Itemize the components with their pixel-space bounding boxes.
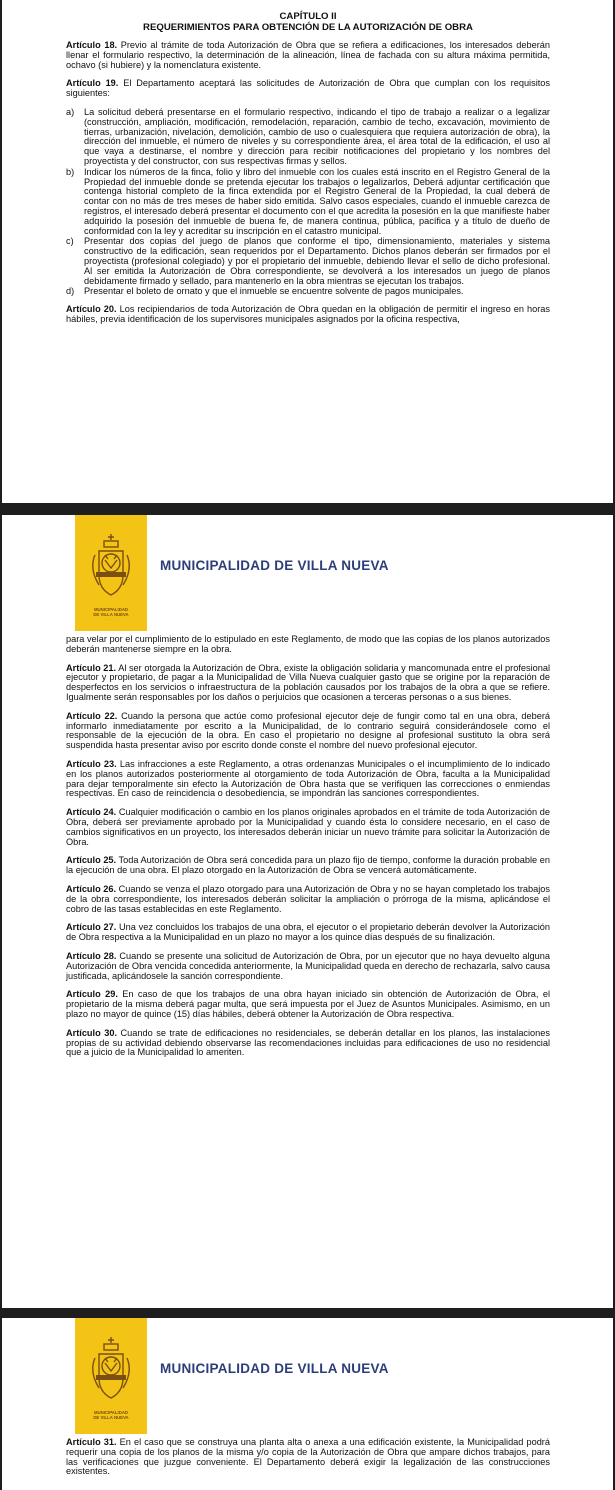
- article-27: [66, 923, 550, 943]
- article-label: Artículo 29.: [66, 989, 118, 1000]
- article-label: Artículo 28.: [66, 950, 117, 961]
- requirement-text: Presentar dos copias del juego de planos que conforme el tipo, dimensionamiento, materiales y sistema constructivo de la edificación, sean requeridos por el Departamento. Dichos planos deberán ser firmados por el proyectista (profesional colegiado) y por el propietario del inmueble, debiendo llevar el sello de dicho profesional. Al ser emitida la Autorización de Obra correspondiente, se devolverá a los interesados un juego de planos debidamente firmado y sellado, para mantenerlo en la obra mientras se ejecutan los trabajos.: [84, 236, 550, 286]
- requirements-list: [66, 108, 550, 297]
- article-text: Cualquier modificación o cambio en los planos originales aprobados en el trámite de toda Autorización de Obra, deberá ser previamente aprobado por la Municipalidad y cuando ésta lo considere necesario, en el caso de cambios significativos en un proyecto, los interesados deberán iniciar un nuevo trámite para solicitar la Autorización de Obra.: [66, 807, 550, 847]
- article-21: [66, 664, 550, 703]
- logo-caption-line-2: DE VILLA NUEVA: [93, 1415, 129, 1420]
- page-1-content: [66, 12, 550, 334]
- article-label: Artículo 23.: [66, 758, 117, 769]
- article-text: En caso de que los trabajos de una obra hayan iniciado sin obtención de Autorización de Obra, el propietario de la misma deberá pagar multa, que será impuesta por el Juez de Asuntos Municipales. Asimismo, en un plazo no mayor de quince (15) días hábiles, deberá obtener la Autorización de Obra respectiva.: [66, 989, 550, 1019]
- article-label: Artículo 31.: [66, 1437, 117, 1447]
- article-28: [66, 952, 550, 981]
- requirement-item: [66, 237, 550, 286]
- logo-tagline: · · · · · · · · ·: [103, 1420, 119, 1424]
- article-26: [66, 885, 550, 914]
- article-24: [66, 808, 550, 847]
- article-text: Cuando se presente una solicitud de Autorización de Obra, por un ejecutor que no haya devuelto alguna Autorización de Obra vencida concedida anteriormente, la Municipalidad queda en derecho de rechazarla, salvo causa justificada, aplicándosele la sanción correspondiente.: [66, 950, 550, 981]
- article-text: El Departamento aceptará las solicitudes de Autorización de Obra que cumplan con los requisitos siguientes:: [66, 78, 550, 99]
- article-31: [66, 1438, 550, 1477]
- article-label: Artículo 21.: [66, 662, 117, 673]
- municipality-logo: [75, 515, 147, 631]
- requirement-item: [66, 287, 550, 297]
- logo-caption-line-1: MUNICIPALIDAD: [93, 607, 129, 612]
- article-text: Cuando la persona que actúe como profesional ejecutor deje de fungir como tal en una obra, deberá informarlo inmediatamente por escrito a la Municipalidad, de lo contrario seguirá considerándosele como el responsable de la ejecución de la obra. En caso el propietario no designe al profesional sustituto la obra será suspendida hasta presentar aviso por escrito donde conste el nombre del nuevo profesional ejecutor.: [66, 710, 550, 751]
- article-label: Artículo 22.: [66, 710, 118, 721]
- article-label: Artículo 18.: [66, 40, 118, 50]
- article-20: [66, 305, 550, 325]
- article-label: Artículo 25.: [66, 855, 117, 866]
- requirement-text: La solicitud deberá presentarse en el formulario respectivo, indicando el tipo de trabajo a realizar o a legalizar (construcción, ampliación, modificación, remodelación, reparación, cambio de techo, excavación, movimiento de tierras, urbanización, nivelación, demolición, cambio de uso o cualesquiera que requiera autorización de obra), la dirección del inmueble, el número de niveles y su correspondiente área, el área total de la edificación, el uso al que vaya a destinarse, el nombre y dirección para recibir notificaciones del propietario y los nombres del proyectista y del constructor, con sus respectivas firmas y sellos.: [84, 106, 550, 166]
- article-22: [66, 712, 550, 751]
- municipality-logo: [75, 1318, 147, 1434]
- article-19: [66, 79, 550, 99]
- article-label: Artículo 30.: [66, 1027, 118, 1038]
- article-text: En el caso que se construya una planta alta o anexa a una edificación existente, la Municipalidad podrá requerir una copia de los planos de la misma y/o copia de la Autorización de Obra que ampare dichos trabajos, para las verificaciones que juzgue conveniente. El Departamento deberá exigir la legalización de las construcciones existentes.: [66, 1437, 550, 1477]
- article-label: Artículo 19.: [66, 78, 119, 89]
- requirement-item: [66, 168, 550, 237]
- requirement-text: Presentar el boleto de ornato y que el inmueble se encuentre solvente de pagos municipales.: [84, 286, 464, 297]
- document-page-3: [2, 1318, 613, 1490]
- requirement-mark: a): [66, 106, 75, 117]
- article-label: Artículo 24.: [66, 807, 117, 818]
- article-text: Una vez concluidos los trabajos de una obra, el ejecutor o el propietario deberán devolver la Autorización de Obra respectiva a la Municipalidad en un plazo no mayor a los quince días después de su finalización.: [66, 922, 551, 943]
- article-label: Artículo 26.: [66, 883, 117, 894]
- article-text: Al ser otorgada la Autorización de Obra, existe la obligación solidaria y mancomunada entre el profesional ejecutor y propietario, de pagar a la Municipalidad de Villa Nueva cualquier gasto que se origine por la reparación de desperfectos en los servicios o infraestructura de la población causados por los trabajos de la obra a que se refiere. Igualmente serán responsables por los daños o perjuicios que ocasionen a terceras personas o a sus bienes.: [66, 662, 550, 702]
- article-label: Artículo 20.: [66, 304, 117, 315]
- page-3-content: [66, 1438, 550, 1486]
- organization-name: MUNICIPALIDAD DE VILLA NUEVA: [160, 1361, 389, 1376]
- requirement-mark: c): [66, 236, 74, 247]
- article-30: [66, 1029, 550, 1058]
- requirement-mark: b): [66, 166, 75, 177]
- coat-of-arms-icon: [75, 1318, 147, 1410]
- article-text: Previo al trámite de toda Autorización de Obra que se refiera a edificaciones, los interesados deberán llenar el formulario respectivo, la determinación de la alineación, línea de fachada con su altura máxima permitida, ochavo (si hubiere) y la nomenclatura existente.: [66, 40, 550, 70]
- page-2-content: [66, 635, 550, 1067]
- requirement-mark: d): [66, 286, 75, 297]
- article-20-continuation: para velar por el cumplimiento de lo estipulado en este Reglamento, de modo que las copias de los planos autorizados deberán mantenerse siempre en la obra.: [66, 634, 550, 654]
- logo-caption-line-1: MUNICIPALIDAD: [93, 1410, 129, 1415]
- document-page-2: [2, 515, 613, 1308]
- article-text: Cuando se venza el plazo otorgado para una Autorización de Obra y no se hayan completado los trabajos de la obra correspondiente, los interesados deberán solicitar la ampliación o prórroga de la misma, aplicándose el cobro de las tasas establecidas en este Reglamento.: [66, 883, 550, 914]
- article-23: [66, 760, 550, 799]
- coat-of-arms-icon: [75, 515, 147, 607]
- chapter-heading: CAPÍTULO II: [279, 11, 337, 22]
- document-page-1: [2, 0, 613, 503]
- article-29: [66, 990, 550, 1019]
- article-text: Las infracciones a este Reglamento, a otras ordenanzas Municipales o el incumplimiento de lo indicado en los planos autorizados posteriormente al otorgamiento de toda Autorización de Obra, faculta a la Municipalidad para dejar temporalmente sin efecto la Autorización de Obra hasta que se verifiquen las correcciones o enmiendas respectivas. En caso de reincidencia o desobediencia, se impondrán las sanciones correspondientes.: [66, 758, 550, 799]
- article-text: Cuando se trate de edificaciones no residenciales, se deberán detallar en los planos, las instalaciones propias de su actividad debiendo observarse las recomendaciones incluidas para edificaciones de uso no residencial que a juicio de la Municipalidad lo ameriten.: [66, 1027, 550, 1058]
- organization-name: MUNICIPALIDAD DE VILLA NUEVA: [160, 558, 389, 573]
- article-text: Los recipiendarios de toda Autorización de Obra quedan en la obligación de permitir el ingreso en horas hábiles, previa identificación de los supervisores municipales asignados por la oficina respectiva,: [66, 304, 550, 324]
- logo-tagline: · · · · · · · · ·: [103, 617, 119, 621]
- requirement-text: Indicar los números de la finca, folio y libro del inmueble con los cuales está inscrito en el Registro General de la Propiedad del inmueble donde se pretenda ejecutar los trabajos o legalizarlos, Deberá adjuntar certificación que contenga historial completo de la finca extendida por el Registro General de la Propiedad, la cual deberá de contar con no más de tres meses de haber sido emitida. Salvo casos especiales, cuando el inmueble carezca de registros, el interesado deberá presentar el documento con el que acredita la posesión en la que manifieste haber adquirido la posesión del inmueble de buena fe, de manera continua, pública, pacífica y a título de dueño de conformidad con la ley y acreditar su inscripción en el catastro municipal.: [84, 166, 550, 236]
- article-18: [66, 41, 550, 70]
- article-label: Artículo 27.: [66, 922, 117, 933]
- article-text: Toda Autorización de Obra será concedida para un plazo fijo de tiempo, conforme la duración probable en la ejecución de una obra. El plazo otorgado en la Autorización de Obra se vencerá automáticamente.: [66, 855, 550, 876]
- requirement-item: [66, 108, 550, 167]
- chapter-title: REQUERIMIENTOS PARA OBTENCIÓN DE LA AUTORIZACIÓN DE OBRA: [143, 21, 473, 33]
- logo-caption-line-2: DE VILLA NUEVA: [93, 612, 129, 617]
- article-25: [66, 856, 550, 876]
